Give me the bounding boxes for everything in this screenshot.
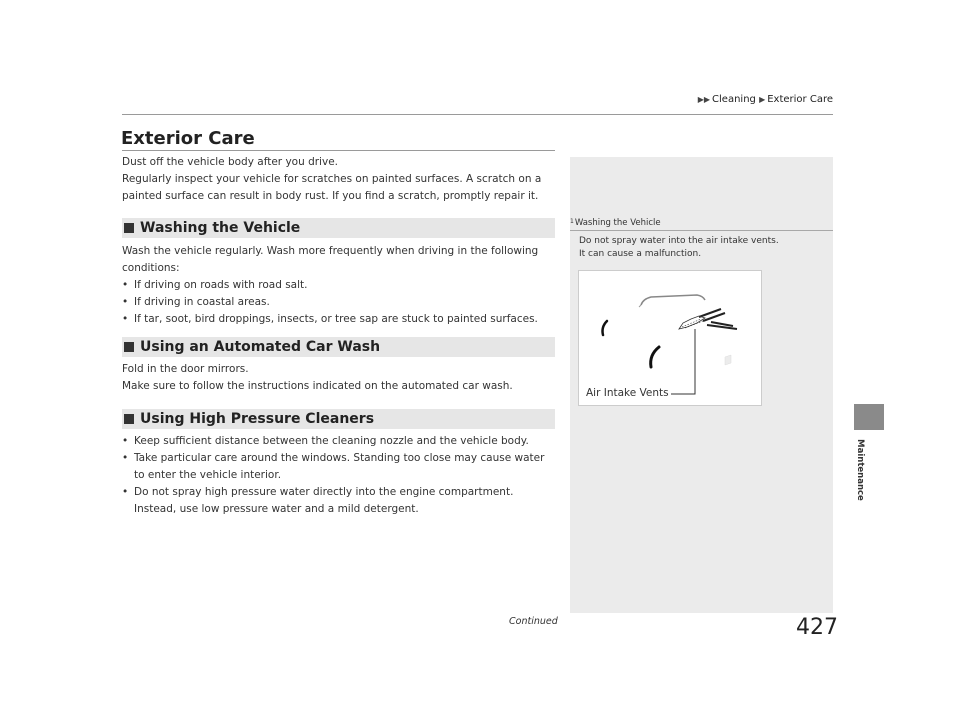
washing-body <box>122 243 552 328</box>
list-item: • Keep sufficient distance between the cleaning nozzle and the vehicle body. <box>122 433 554 450</box>
square-bullet-icon <box>124 342 134 352</box>
windshield-illustration <box>579 271 761 405</box>
breadcrumb-current: Exterior Care <box>767 94 833 105</box>
chapter-label <box>855 437 869 507</box>
title-rule <box>122 150 555 151</box>
breadcrumb-parent: Cleaning <box>712 94 756 105</box>
square-bullet-icon <box>124 223 134 233</box>
page-title: Exterior Care <box>121 128 255 149</box>
air-intake-vents-figure <box>578 270 762 406</box>
side-note-line-1: Do not spray water into the air intake vents. <box>579 236 779 246</box>
side-note-heading-text: Washing the Vehicle <box>574 218 661 228</box>
intro-paragraph-2: Regularly inspect your vehicle for scratches on painted surfaces. A scratch on a painted surface can result in body rust. If you find a scratch, promptly repair it. <box>122 173 542 202</box>
side-note-body <box>579 235 829 261</box>
section-heading-text: Using High Pressure Cleaners <box>140 411 375 427</box>
washing-lead: Wash the vehicle regularly. Wash more frequently when driving in the following conditions: <box>122 245 539 274</box>
section-heading-high-pressure <box>122 409 555 429</box>
section-heading-automated-wash <box>122 337 555 357</box>
header-rule <box>122 114 833 115</box>
arrow-icon: ▶ <box>759 95 766 104</box>
high-pressure-body <box>122 433 554 518</box>
side-note-heading <box>570 218 833 228</box>
washing-conditions-list <box>122 277 552 328</box>
automated-wash-body <box>122 361 562 395</box>
figure-callout-label: Air Intake Vents <box>586 387 669 399</box>
intro-line-1: Dust off the vehicle body after you drive. <box>122 156 338 168</box>
list-item: • Do not spray high pressure water directly into the engine compartment. Instead, use low pressure water and a mild detergent. <box>122 484 554 518</box>
section-heading-text: Washing the Vehicle <box>140 220 301 236</box>
side-note-line-2: It can cause a malfunction. <box>579 249 702 259</box>
reference-marker: 1 <box>570 218 574 225</box>
high-pressure-list <box>122 433 554 518</box>
double-arrow-icon: ▶▶ <box>697 95 711 104</box>
section-heading-text: Using an Automated Car Wash <box>140 339 381 355</box>
list-item: • Take particular care around the windows. Standing too close may cause water to enter the vehicle interior. <box>122 450 554 484</box>
continued-marker: Continued <box>509 616 558 627</box>
list-item: • If tar, soot, bird droppings, insects, or tree sap are stuck to painted surfaces. <box>122 311 552 328</box>
square-bullet-icon <box>124 414 134 424</box>
list-item: • If driving in coastal areas. <box>122 294 552 311</box>
section-heading-washing <box>122 218 555 238</box>
page-number: 427 <box>796 615 838 640</box>
automated-wash-line-2: Make sure to follow the instructions indicated on the automated car wash. <box>122 380 513 392</box>
breadcrumb <box>698 94 833 105</box>
side-note-rule <box>570 230 833 231</box>
automated-wash-line-1: Fold in the door mirrors. <box>122 363 249 375</box>
list-item: • If driving on roads with road salt. <box>122 277 552 294</box>
chapter-label-text: Maintenance <box>854 439 865 501</box>
chapter-tab <box>854 404 884 430</box>
